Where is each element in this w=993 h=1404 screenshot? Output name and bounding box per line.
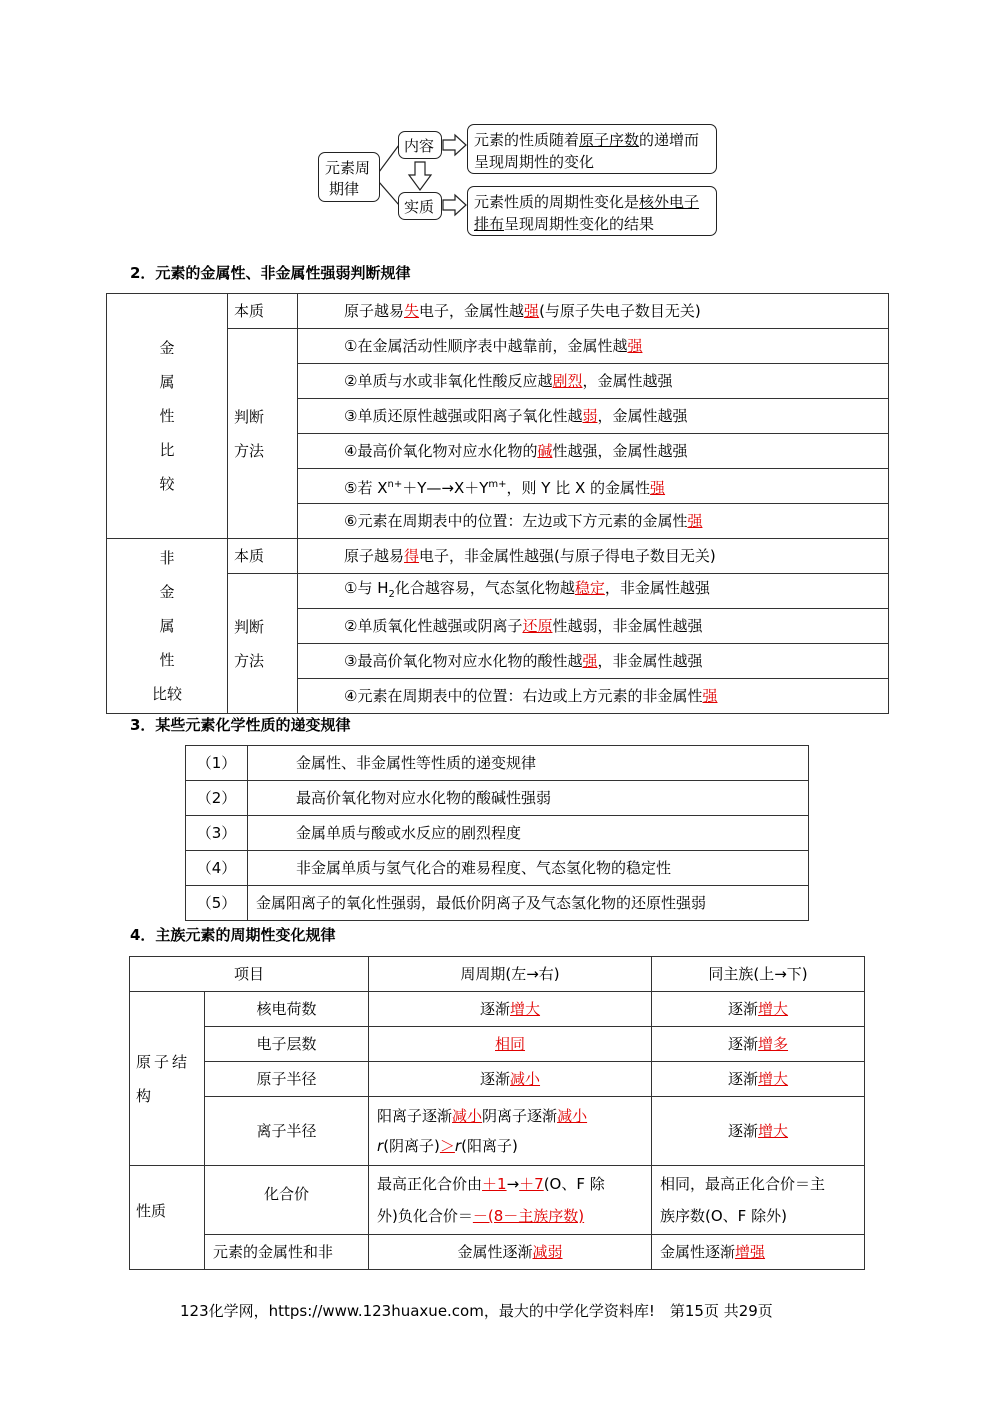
- ionic-radius-label: 离子半径: [205, 1097, 369, 1166]
- metal-rule-5: ⑤若 $X^{n+}+Y—\to X+Y^{m+}$，则 Y 比 X 的金属性强: [298, 469, 889, 504]
- atomic-radius-period: 逐渐减小: [369, 1062, 652, 1097]
- trend-num-3: （3）: [186, 816, 248, 851]
- metal-method-label: 判断 方法: [228, 329, 298, 539]
- trend-text-3: 金属单质与酸或水反应的剧烈程度: [248, 816, 809, 851]
- root-line1: 元素周: [325, 159, 371, 177]
- nuclear-charge-label: 核电荷数: [205, 992, 369, 1027]
- branch-essence-box: [398, 192, 442, 220]
- col-item: 项目: [130, 957, 369, 992]
- col-group: 同主族(上→下): [652, 957, 865, 992]
- trend-text-4: 非金属单质与氢气化合的难易程度、气态氢化物的稳定性: [248, 851, 809, 886]
- periodic-trend-table: [129, 956, 865, 1270]
- trend-num-5: （5）: [186, 886, 248, 921]
- electron-layers-group: 逐渐增多: [652, 1027, 865, 1062]
- col-period: 周周期(左→右): [369, 957, 652, 992]
- valence-label: 化合价: [205, 1166, 369, 1235]
- metal-essence-label: 本质: [228, 294, 298, 329]
- root-line2: 期律: [329, 180, 360, 198]
- desc-content-line2: 呈现周期性的变化: [474, 153, 595, 171]
- metal-essence-text: 原子越易失电子，金属性越强(与原子失电子数目无关): [298, 294, 889, 329]
- branch-content-box: [398, 131, 442, 159]
- electron-layers-label: 电子层数: [205, 1027, 369, 1062]
- metal-rule-2: ②单质与水或非氧化性酸反应越剧烈，金属性越强: [298, 364, 889, 399]
- atom-structure-label: 原子结 构: [130, 992, 205, 1166]
- nonmetal-essence-text: 原子越易得电子，非金属性越强(与原子得电子数目无关): [298, 539, 889, 574]
- nonmetal-rule-4: ④元素在周期表中的位置：右边或上方元素的非金属性强: [298, 679, 889, 714]
- nonmetal-method-label: 判断 方法: [228, 574, 298, 714]
- atomic-radius-group: 逐渐增大: [652, 1062, 865, 1097]
- desc-content-line1: 元素的性质随着原子序数的递增而: [474, 131, 700, 149]
- section4-heading: 4．主族元素的周期性变化规律: [130, 926, 336, 944]
- metallic-period: 金属性逐渐减弱: [369, 1235, 652, 1270]
- metal-rule-3: ③单质还原性越强或阳离子氧化性越弱，金属性越强: [298, 399, 889, 434]
- nonmetal-label: 非 金 属 性 比较: [107, 539, 228, 714]
- trend-num-2: （2）: [186, 781, 248, 816]
- root-box: [318, 152, 380, 202]
- metal-rule-4: ④最高价氧化物对应水化物的碱性越强，金属性越强: [298, 434, 889, 469]
- desc-essence-box: [467, 186, 717, 236]
- desc-content-box: [467, 124, 717, 174]
- section2-heading: 2．元素的金属性、非金属性强弱判断规律: [130, 264, 411, 282]
- desc-essence-line1: 元素性质的周期性变化是核外电子: [474, 193, 700, 211]
- trend-num-4: （4）: [186, 851, 248, 886]
- branch-essence-label: 实质: [404, 198, 435, 216]
- nuclear-charge-group: 逐渐增大: [652, 992, 865, 1027]
- metallic-group: 金属性逐渐增强: [652, 1235, 865, 1270]
- metal-nonmetal-table: [106, 293, 889, 714]
- branch-content-label: 内容: [404, 137, 435, 155]
- trend-text-1: 金属性、非金属性等性质的递变规律: [248, 746, 809, 781]
- valence-group: 相同，最高正化合价＝主 族序数(O、F 除外): [652, 1166, 865, 1235]
- nonmetal-rule-3: ③最高价氧化物对应水化物的酸性越强，非金属性越强: [298, 644, 889, 679]
- valence-period: 最高正化合价由＋1→＋7(O、F 除 外)负化合价＝－(8－主族序数): [369, 1166, 652, 1235]
- page-footer: 123化学网，https://www.123huaxue.com，最大的中学化学资料库! 第15页 共29页: [180, 1302, 773, 1320]
- ionic-radius-group: 逐渐增大: [652, 1097, 865, 1166]
- ionic-radius-period: 阳离子逐渐减小阴离子逐渐减小 r(阴离子)＞r(阳离子): [369, 1097, 652, 1166]
- metallic-label: 元素的金属性和非: [205, 1235, 369, 1270]
- trend-text-2: 最高价氧化物对应水化物的酸碱性强弱: [248, 781, 809, 816]
- trend-text-5: 金属阳离子的氧化性强弱，最低价阴离子及气态氢化物的还原性强弱: [248, 886, 809, 921]
- nonmetal-essence-label: 本质: [228, 539, 298, 574]
- desc-essence-line2: 排布呈现周期性变化的结果: [474, 215, 655, 233]
- trend-table: [185, 745, 809, 921]
- properties-label: 性质: [130, 1166, 205, 1270]
- nuclear-charge-period: 逐渐增大: [369, 992, 652, 1027]
- section3-heading: 3．某些元素化学性质的递变规律: [130, 716, 351, 734]
- metal-rule-1: ①在金属活动性顺序表中越靠前，金属性越强: [298, 329, 889, 364]
- nonmetal-rule-1: ①与 $H_2$化合越容易，气态氢化物越稳定，非金属性越强: [298, 574, 889, 609]
- electron-layers-period: 相同: [369, 1027, 652, 1062]
- metal-label: 金 属 性 比 较: [107, 294, 228, 539]
- trend-num-1: （1）: [186, 746, 248, 781]
- atomic-radius-label: 原子半径: [205, 1062, 369, 1097]
- metal-rule-6: ⑥元素在周期表中的位置：左边或下方元素的金属性强: [298, 504, 889, 539]
- nonmetal-rule-2: ②单质氧化性越强或阴离子还原性越弱，非金属性越强: [298, 609, 889, 644]
